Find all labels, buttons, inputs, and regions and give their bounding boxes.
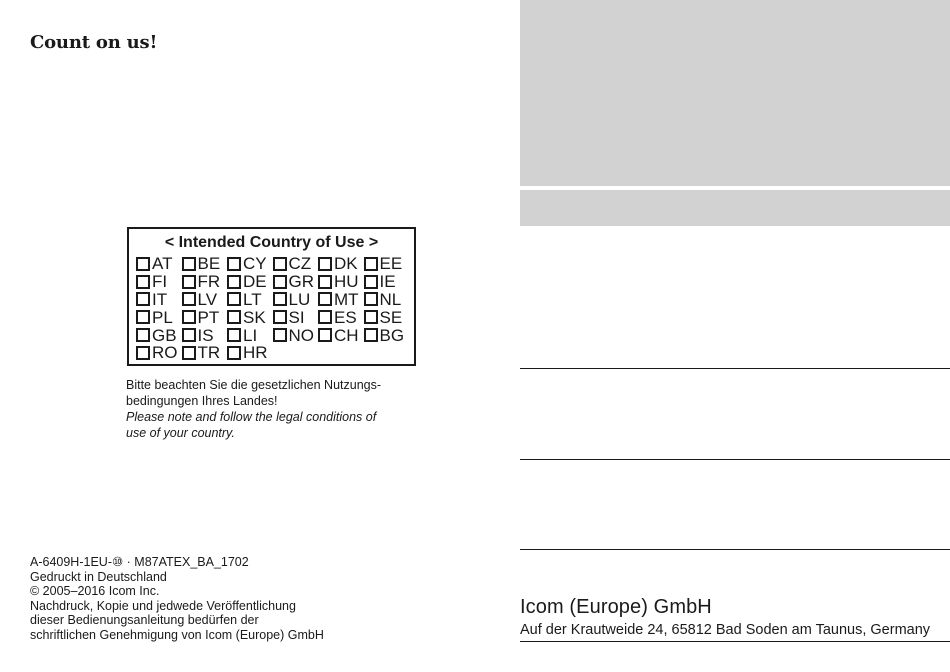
country-option-lv: [182, 291, 228, 309]
checkbox-icon: [318, 310, 332, 324]
country-code: GR: [288, 272, 314, 292]
country-code: CY: [243, 254, 267, 274]
country-option-nl: [364, 291, 410, 309]
country-code: SE: [379, 307, 403, 327]
gray-panel-top: [520, 0, 950, 186]
country-code: AT: [152, 254, 173, 274]
write-in-rule: [520, 549, 950, 550]
checkbox-icon: [273, 257, 287, 271]
country-option-hr: [227, 344, 273, 362]
country-option-de: [227, 273, 273, 291]
country-code: IE: [379, 272, 396, 292]
country-option-si: [273, 308, 319, 326]
checkbox-icon: [227, 292, 241, 306]
note-en-line: Please note and follow the legal conditions of: [126, 410, 377, 424]
country-option-lu: [273, 291, 319, 309]
note-de-line: Bitte beachten Sie die gesetzlichen Nutzungs-: [126, 378, 382, 392]
write-in-rule: [520, 459, 950, 460]
country-code: BG: [379, 325, 405, 345]
document-code: A-6409H-1EU-⑩ · M87ATEX_BA_1702: [30, 555, 249, 569]
country-code: TR: [197, 343, 221, 363]
country-code: EE: [379, 254, 403, 274]
country-box-title: < Intended Country of Use >: [164, 234, 379, 251]
copyright-line: © 2005–2016 Icom Inc.: [30, 584, 160, 599]
country-option-cz: [273, 255, 319, 273]
country-code: CZ: [288, 254, 312, 274]
checkbox-icon: [364, 257, 378, 271]
country-code: NO: [288, 325, 314, 345]
checkbox-icon: [318, 292, 332, 306]
checkbox-icon: [136, 292, 150, 306]
imprint-line: schriftlichen Genehmigung von Icom (Europe) GmbH: [30, 627, 324, 642]
country-code: DE: [243, 272, 267, 292]
checkbox-icon: [182, 292, 196, 306]
checkbox-icon: [273, 275, 287, 289]
checkbox-icon: [182, 346, 196, 360]
country-option-cy: [227, 255, 273, 273]
checkbox-icon: [182, 310, 196, 324]
country-option-ch: [318, 326, 364, 344]
checkbox-icon: [136, 275, 150, 289]
checkbox-icon: [136, 328, 150, 342]
checkbox-icon: [182, 257, 196, 271]
country-code: FR: [197, 272, 221, 292]
country-option-ro: [136, 344, 182, 362]
country-option-li: [227, 326, 273, 344]
country-code: LI: [243, 325, 258, 345]
country-option-lt: [227, 291, 273, 309]
checkbox-icon: [227, 328, 241, 342]
imprint-block: [30, 555, 370, 643]
country-code: DK: [334, 254, 358, 274]
country-option-pt: [182, 308, 228, 326]
country-option-fi: [136, 273, 182, 291]
checkbox-icon: [227, 257, 241, 271]
checkbox-icon: [273, 292, 287, 306]
country-option-ee: [364, 255, 410, 273]
company-address: Auf der Krautweide 24, 65812 Bad Soden am Taunus, Germany: [520, 622, 931, 638]
checkbox-icon: [364, 292, 378, 306]
country-code: GB: [152, 325, 177, 345]
country-option-at: [136, 255, 182, 273]
country-code: IS: [197, 325, 214, 345]
checkbox-icon: [364, 310, 378, 324]
intended-country-box: [127, 227, 416, 366]
checkbox-icon: [318, 328, 332, 342]
checkbox-icon: [227, 275, 241, 289]
country-option-sk: [227, 308, 273, 326]
checkbox-icon: [364, 328, 378, 342]
country-option-is: [182, 326, 228, 344]
write-in-rule: [520, 368, 950, 369]
country-code: PT: [197, 307, 220, 327]
country-option-hu: [318, 273, 364, 291]
checkbox-icon: [227, 310, 241, 324]
checkbox-icon: [273, 328, 287, 342]
country-option-tr: [182, 344, 228, 362]
country-code: IT: [152, 289, 168, 309]
checkbox-icon: [273, 310, 287, 324]
country-option-be: [182, 255, 228, 273]
country-code: SK: [243, 307, 266, 327]
gray-panel-band: [520, 190, 950, 226]
country-checklist: [136, 255, 409, 362]
country-option-gb: [136, 326, 182, 344]
country-code: LT: [243, 289, 262, 309]
country-code: FI: [152, 272, 168, 292]
imprint-line: dieser Bedienungsanleitung bedürfen der: [30, 613, 259, 628]
legal-note: [126, 377, 406, 441]
country-code: CH: [334, 325, 359, 345]
country-option-mt: [318, 291, 364, 309]
address-rule: [520, 641, 950, 642]
country-option-dk: [318, 255, 364, 273]
checkbox-icon: [318, 275, 332, 289]
country-option-bg: [364, 326, 410, 344]
country-option-se: [364, 308, 410, 326]
checkbox-icon: [136, 257, 150, 271]
country-option-es: [318, 308, 364, 326]
country-code: SI: [288, 307, 305, 327]
checkbox-icon: [136, 310, 150, 324]
country-code: MT: [334, 289, 359, 309]
country-option-fr: [182, 273, 228, 291]
checkbox-icon: [182, 275, 196, 289]
imprint-line: Gedruckt in Deutschland: [30, 569, 167, 584]
country-code: HR: [243, 343, 268, 363]
slogan: Count on us!: [30, 32, 158, 53]
country-option-no: [273, 326, 319, 344]
country-code: NL: [379, 289, 402, 309]
country-option-pl: [136, 308, 182, 326]
company-name: Icom (Europe) GmbH: [520, 596, 712, 618]
checkbox-icon: [364, 275, 378, 289]
country-code: LV: [197, 289, 218, 309]
checkbox-icon: [227, 346, 241, 360]
country-code: BE: [197, 254, 221, 274]
country-code: HU: [334, 272, 359, 292]
imprint-line: Nachdruck, Kopie und jedwede Veröffentlichung: [30, 598, 296, 613]
country-code: RO: [152, 343, 178, 363]
country-option-it: [136, 291, 182, 309]
country-code: ES: [334, 307, 357, 327]
note-en-line: use of your country.: [126, 426, 235, 440]
country-code: PL: [152, 307, 173, 327]
country-option-gr: [273, 273, 319, 291]
country-code: LU: [288, 289, 311, 309]
country-option-ie: [364, 273, 410, 291]
checkbox-icon: [182, 328, 196, 342]
checkbox-icon: [136, 346, 150, 360]
note-de-line: bedingungen Ihres Landes!: [126, 394, 278, 408]
checkbox-icon: [318, 257, 332, 271]
